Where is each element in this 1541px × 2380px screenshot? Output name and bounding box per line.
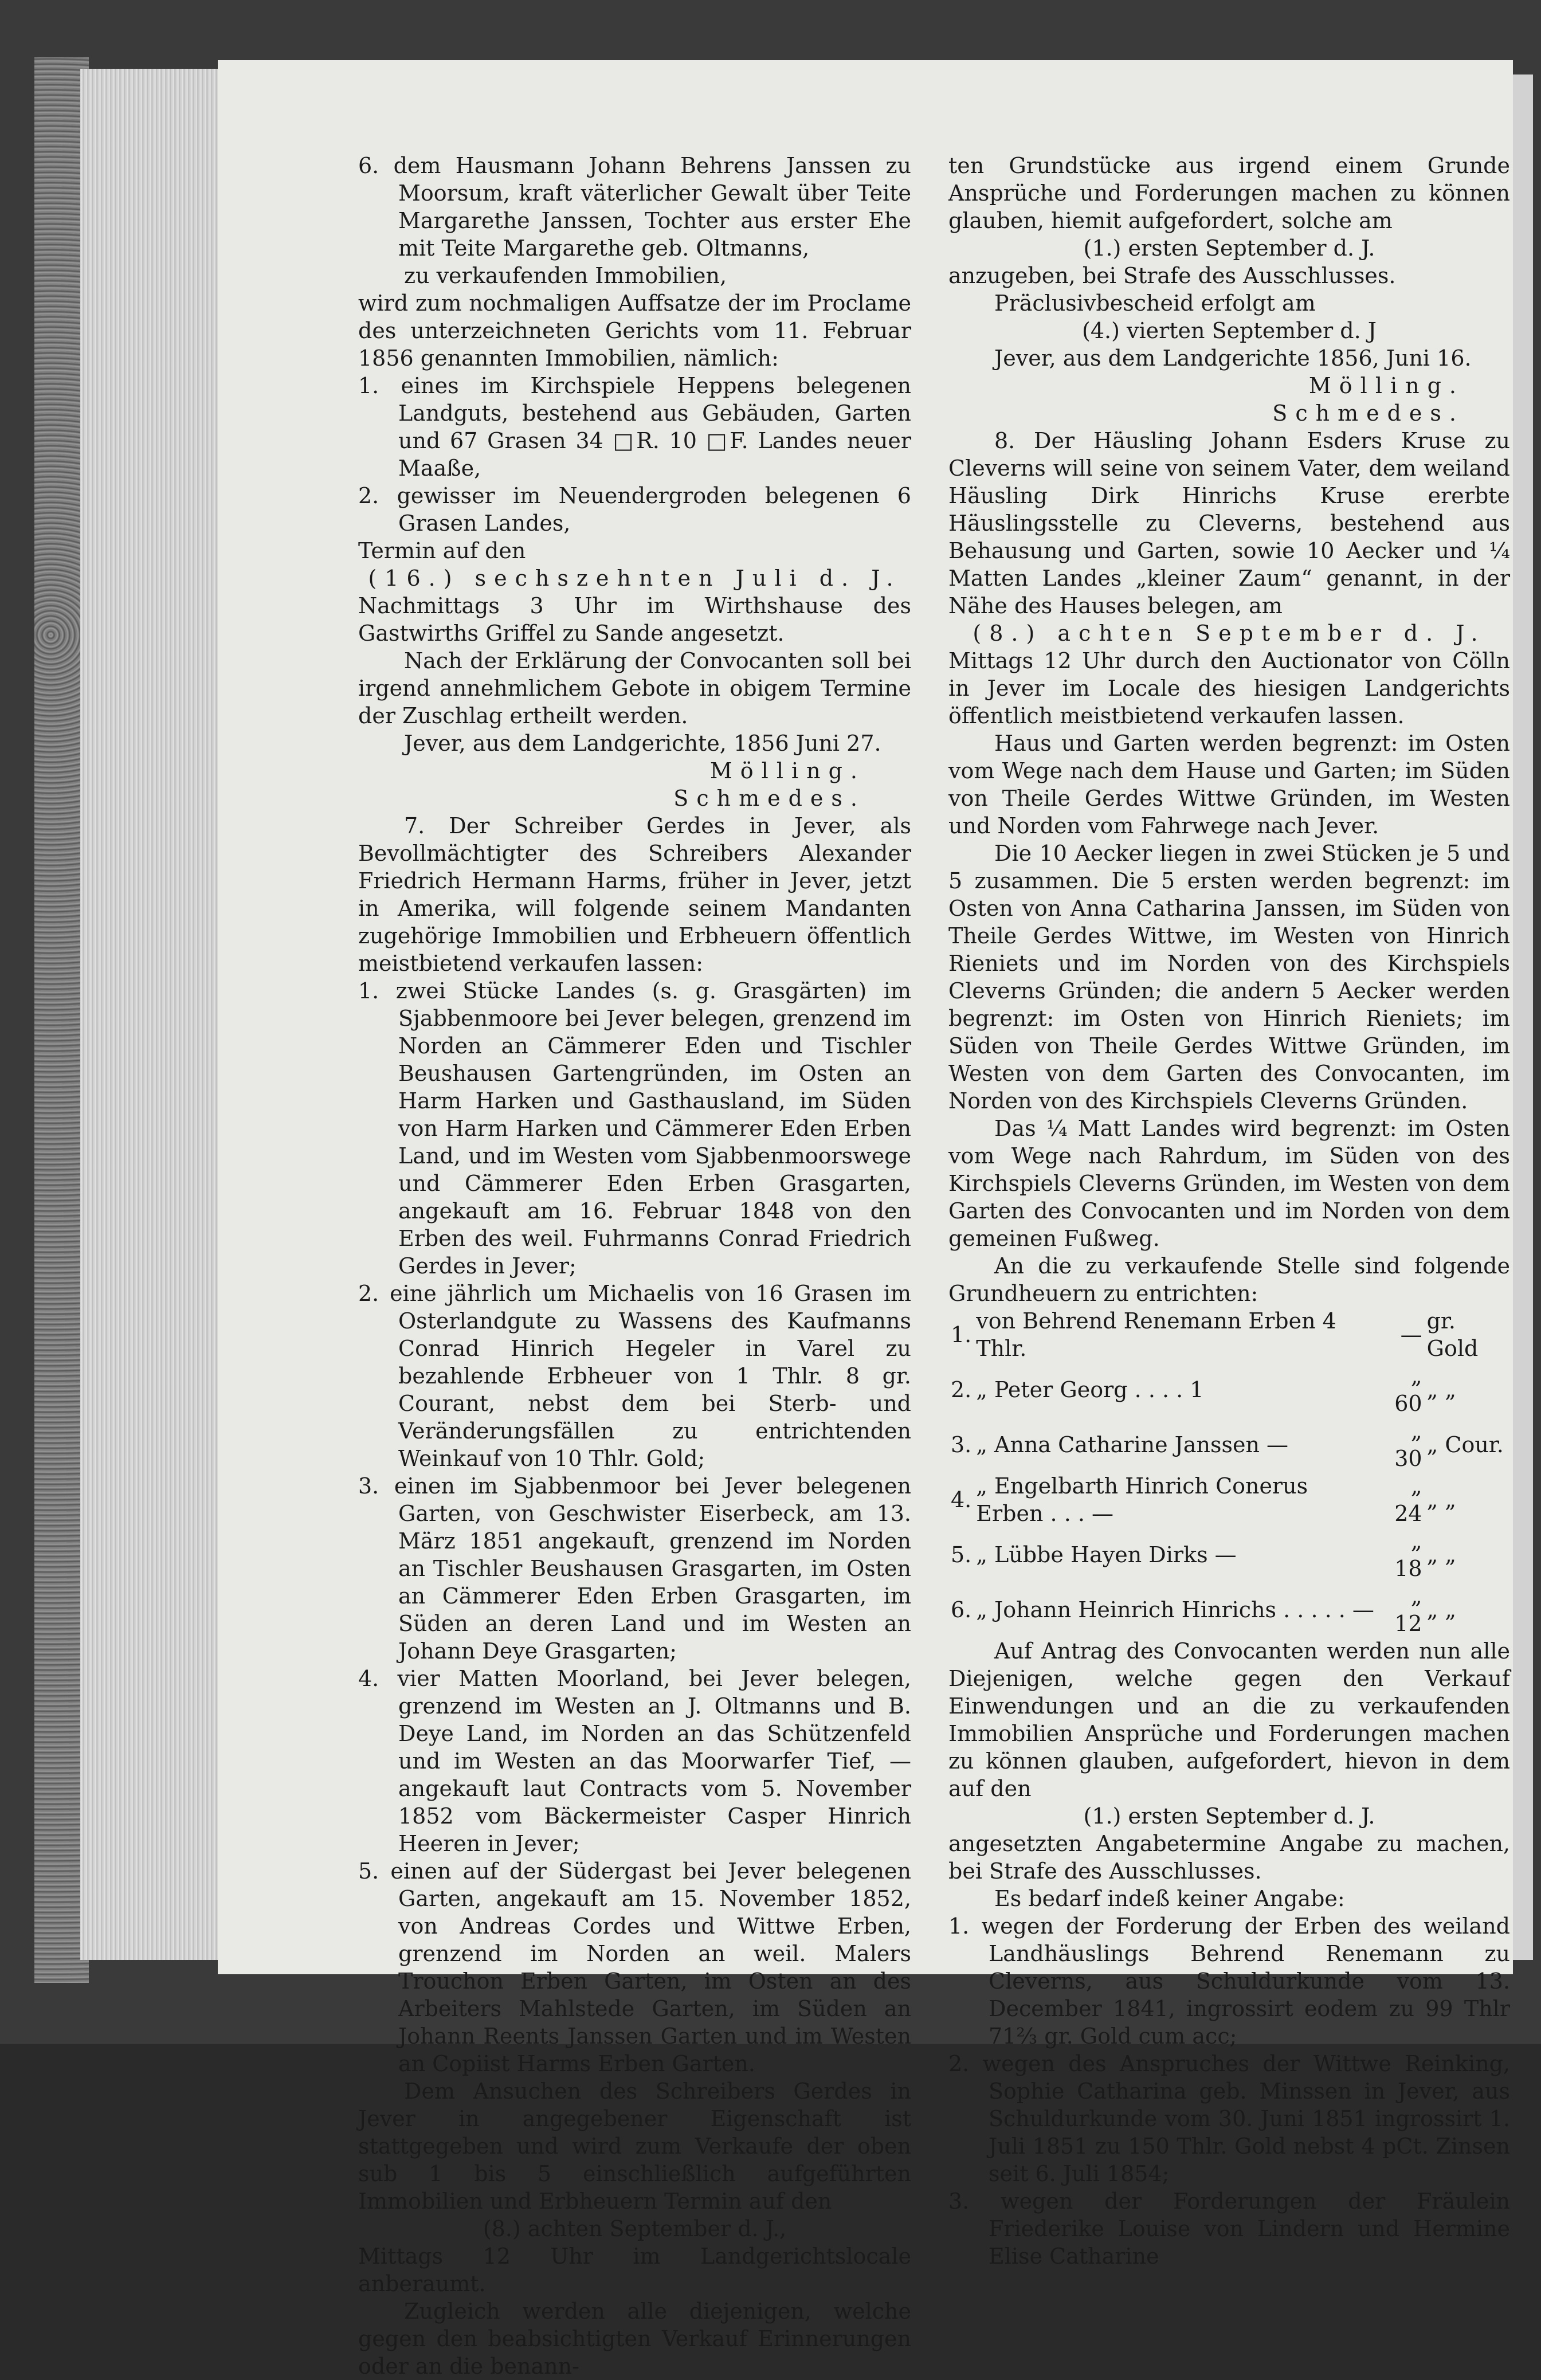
paragraph: ten Grundstücke aus irgend einem Grunde Ansprüche und Forderungen machen zu können glauben, hiemit aufgefordert, solche am bbox=[948, 153, 1510, 233]
paragraph: Mölling. bbox=[1308, 373, 1464, 398]
paragraph: Dem Ansuchen des Schreibers Gerdes in Jever in angegebener Eigenschaft ist stattgegeben und wird zum Verkaufe der oben sub 1 bis 5 einschließlich aufgeführten Immobilien und Erbheuern Termin auf den bbox=[358, 2079, 911, 2214]
table-cell: „ Johann Heinrich Hinrichs . . . . . — bbox=[976, 1597, 1374, 1622]
paragraph: Präclusivbescheid erfolgt am bbox=[994, 291, 1316, 316]
paragraph: Haus und Garten werden begrenzt: im Osten vom Wege nach dem Hause und Garten; im Süden von Theile Gerdes Wittwe Gründen, im Westen und Norden vom Fahrwege nach Jever. bbox=[948, 731, 1510, 838]
paragraph: Das ¼ Matt Landes wird begrenzt: im Osten vom Wege nach Rahrdum, im Süden von des Kirchspiels Cleverns Gründen, im Westen von dem Garten des Convocanten und im Norden von dem gemeinen Fußweg. bbox=[948, 1116, 1510, 1251]
paragraph: Die 10 Aecker liegen in zwei Stücken je 5 und 5 zusammen. Die 5 ersten werden begrenzt: im Osten von Anna Catharina Janssen, im Süden von Theile Gerdes Wittwe, im Westen von Hinrich Rieniets und im Norden von des Kirchspiels Cleverns Gründen; die andern 5 Aecker werden begrenzt: im Osten von Hinrich Rieniets; im Süden von Theile Gerdes Wittwe Gründen, im Westen von dem Garten des Convocanten, im Norden von des Kirchspiels Cleverns Gründen. bbox=[948, 841, 1510, 1113]
paragraph: 7. Der Schreiber Gerdes in Jever, als Bevollmächtigter des Schreibers Alexander Friedrich Hermann Harms, früher in Jever, jetzt in Amerika, will folgende seinem Mandanten zugehörige Immobilien und Erbheuern öffentlich meistbietend verkaufen lassen: bbox=[358, 813, 911, 976]
table-cell: — bbox=[1400, 1322, 1422, 1347]
table-cell: „ „ bbox=[1426, 1377, 1457, 1402]
paragraph: 6. dem Hausmann Johann Behrens Janssen zu Moorsum, kraft väterlicher Gewalt über Teite Margarethe Janssen, Tochter aus erster Ehe mit Teite Margarethe geb. Oltmanns, bbox=[358, 153, 911, 261]
paragraph: (1.) ersten September d. J. bbox=[1083, 236, 1375, 261]
paragraph: (4.) vierten September d. J bbox=[1082, 318, 1377, 343]
table-cell: „ Anna Catharine Janssen — bbox=[976, 1432, 1289, 1457]
table-cell: von Behrend Renemann Erben 4 Thlr. bbox=[976, 1308, 1336, 1361]
table-cell: 1. bbox=[951, 1322, 972, 1347]
paragraph: 3. einen im Sjabbenmoor bei Jever belegenen Garten, von Geschwister Eiserbeck, am 13. März 1851 angekauft, grenzend im Norden an Tischler Beushausen Grasgarten, im Osten an Cämmerer Eden Erben Grasgarten, im Süden an deren Land und im Westen an Johann Deye Grasgarten; bbox=[358, 1473, 911, 1664]
table-cell: „ 24 bbox=[1394, 1473, 1422, 1526]
paragraph: An die zu verkaufende Stelle sind folgende Grundheuern zu entrichten: bbox=[948, 1253, 1510, 1306]
right-column-bottom bbox=[948, 1637, 1510, 2270]
table-cell: „ Cour. bbox=[1426, 1432, 1504, 1457]
paragraph: angesetzten Angabetermine Angabe zu machen, bei Strafe des Ausschlusses. bbox=[948, 1831, 1510, 1884]
paragraph: 1. zwei Stücke Landes (s. g. Grasgärten) im Sjabbenmoore bei Jever belegen, grenzend im Norden an Cämmerer Eden und Tischler Beushausen Gartengründen, im Osten an Harm Harken und Gasthausland, im Süden von Harm Harken und Cämmerer Eden Erben Land, und im Westen vom Sjabbenmoorswege und Cämmerer Eden Erben Grasgarten, angekauft am 16. Februar 1848 von den Erben des weil. Fuhrmanns Conrad Friedrich Gerdes in Jever; bbox=[358, 978, 911, 1279]
paragraph: Mittags 12 Uhr durch den Auctionator von Cölln in Jever im Locale des hiesigen Landgerichts öffentlich meistbietend verkaufen lassen. bbox=[948, 648, 1510, 728]
paragraph: 8. Der Häusling Johann Esders Kruse zu Cleverns will seine von seinem Vater, dem weiland Häusling Dirk Hinrichs Kruse ererbte Häuslingsstelle zu Cleverns, bestehend aus Behausung und Garten, sowie 10 Aecker und ¼ Matten Landes „kleiner Zaum“ genannt, in der Nähe des Hauses belegen, am bbox=[948, 428, 1510, 618]
table-cell: „ 30 bbox=[1394, 1418, 1422, 1471]
table-cell: „ 60 bbox=[1394, 1363, 1422, 1416]
paragraph: 2. wegen des Anspruches der Wittwe Reinking, Sophie Catharina geb. Minssen in Jever, aus Schuldurkunde vom 30. Juni 1851 ingrossirt 1. Juli 1851 zu 150 Thlr. Gold nebst 4 pCt. Zinsen seit 6. Juli 1854; bbox=[948, 2051, 1510, 2186]
paragraph: (1.) ersten September d. J. bbox=[1083, 1803, 1375, 1829]
paragraph: Nachmittags 3 Uhr im Wirthshause des Gastwirths Griffel zu Sande angesetzt. bbox=[358, 593, 911, 646]
table-row bbox=[948, 1417, 1510, 1472]
paragraph: Termin auf den bbox=[358, 538, 526, 563]
right-column-top bbox=[948, 152, 1510, 1307]
table-row bbox=[948, 1472, 1510, 1527]
table-cell: „ „ bbox=[1426, 1542, 1457, 1567]
paragraph: Nach der Erklärung der Convocanten soll bei irgend annehmlichem Gebote in obigem Termine der Zuschlag ertheilt werden. bbox=[358, 648, 911, 728]
page-right-edge bbox=[1513, 75, 1533, 1960]
paragraph: 5. einen auf der Südergast bei Jever belegenen Garten, angekauft am 15. November 1852, von Andreas Cordes und Wittwe Erben, grenzend im Norden an weil. Malers Trouchon Erben Garten, im Osten an des Arbeiters Mahlstede Garten, im Süden an Johann Reents Janssen Garten und im Westen an Copiist Harms Erben Garten. bbox=[358, 1858, 911, 2076]
table-cell: „ 12 bbox=[1394, 1583, 1422, 1636]
table-cell: „ „ bbox=[1426, 1487, 1457, 1512]
table-row bbox=[948, 1527, 1510, 1582]
paragraph: 3. wegen der Forderungen der Fräulein Friederike Louise von Lindern und Hermine Elise Catharine bbox=[948, 2189, 1510, 2269]
table-row bbox=[948, 1307, 1510, 1362]
table-cell: „ Engelbarth Hinrich Conerus Erben . . . — bbox=[976, 1473, 1308, 1526]
table-cell: „ „ bbox=[1426, 1597, 1457, 1622]
paragraph: 2. eine jährlich um Michaelis von 16 Grasen im Osterlandgute zu Wassens des Kaufmanns Conrad Hinrich Hegeler in Varel zu bezahlende Erbheuer von 1 Thlr. 8 gr. Courant, nebst dem bei Sterb- und Veränderungsfällen zu entrichtenden Weinkauf von 10 Thlr. Gold; bbox=[358, 1281, 911, 1471]
table-row bbox=[948, 1362, 1510, 1417]
page-stack-edge bbox=[80, 69, 218, 1960]
table-cell: 2. bbox=[951, 1377, 972, 1402]
paragraph: Mölling. bbox=[709, 758, 865, 783]
paragraph: 1. eines im Kirchspiele Heppens belegenen Landguts, bestehend aus Gebäuden, Garten und 67 Grasen 34 □R. 10 □F. Landes neuer Maaße, bbox=[358, 373, 911, 481]
table-cell: „ Lübbe Hayen Dirks — bbox=[976, 1542, 1237, 1567]
paragraph: anzugeben, bei Strafe des Ausschlusses. bbox=[948, 263, 1396, 288]
paragraph: wird zum nochmaligen Auffsatze der im Proclame des unterzeichneten Gerichts vom 11. Februar 1856 genannten Immobilien, nämlich: bbox=[358, 291, 911, 371]
table-cell: 3. bbox=[951, 1432, 972, 1457]
table-cell: 5. bbox=[951, 1542, 972, 1567]
paragraph: (16.) sechszehnten Juli d. J. bbox=[368, 566, 901, 591]
paragraph: 1. wegen der Forderung der Erben des weiland Landhäuslings Behrend Renemann zu Cleverns, aus Schuldurkunde vom 13. December 1841, ingrossirt eodem zu 99 Thlr 71⅔ gr. Gold cum acc; bbox=[948, 1914, 1510, 2049]
grundheuern-table bbox=[948, 1307, 1510, 1637]
left-column bbox=[358, 152, 911, 2380]
table-cell: „ 18 bbox=[1394, 1528, 1422, 1581]
paragraph: Schmedes. bbox=[1272, 401, 1464, 426]
paragraph: Mittags 12 Uhr im Landgerichtslocale anberaumt. bbox=[358, 2244, 911, 2296]
paragraph: (8.) achten September d. J. bbox=[973, 621, 1486, 646]
table-cell: 4. bbox=[951, 1487, 972, 1512]
paragraph: Zugleich werden alle diejenigen, welche gegen den beabsichtigten Verkauf Erinnerungen oder an die benann- bbox=[358, 2299, 911, 2379]
paragraph: zu verkaufenden Immobilien, bbox=[404, 263, 727, 288]
paragraph: Auf Antrag des Convocanten werden nun alle Diejenigen, welche gegen den Verkauf Einwendungen und an die zu verkaufenden Immobilien Ansprüche und Forderungen machen zu können glauben, aufgefordert, hievon in dem auf den bbox=[948, 1638, 1510, 1801]
table-cell: gr. Gold bbox=[1426, 1308, 1479, 1361]
paragraph: (8.) achten September d. J., bbox=[483, 2216, 787, 2241]
paragraph: Es bedarf indeß keiner Angabe: bbox=[994, 1886, 1345, 1911]
paragraph: Schmedes. bbox=[673, 786, 865, 811]
paragraph: 2. gewisser im Neuendergroden belegenen 6 Grasen Landes, bbox=[358, 483, 911, 536]
paragraph: 4. vier Matten Moorland, bei Jever belegen, grenzend im Westen an J. Oltmanns und B. Deye Land, im Norden an das Schützenfeld und im Westen an das Moorwarfer Tief, — angekauft laut Contracts vom 5. November 1852 vom Bäckermeister Casper Hinrich Heeren in Jever; bbox=[358, 1666, 911, 1856]
table-row bbox=[948, 1582, 1510, 1637]
table-cell: 6. bbox=[951, 1597, 972, 1622]
paragraph: Jever, aus dem Landgerichte 1856, Juni 16. bbox=[994, 346, 1472, 371]
table-cell: „ Peter Georg . . . . 1 bbox=[976, 1377, 1204, 1402]
paragraph: Jever, aus dem Landgerichte, 1856 Juni 27. bbox=[404, 731, 881, 756]
right-column bbox=[948, 152, 1510, 2270]
